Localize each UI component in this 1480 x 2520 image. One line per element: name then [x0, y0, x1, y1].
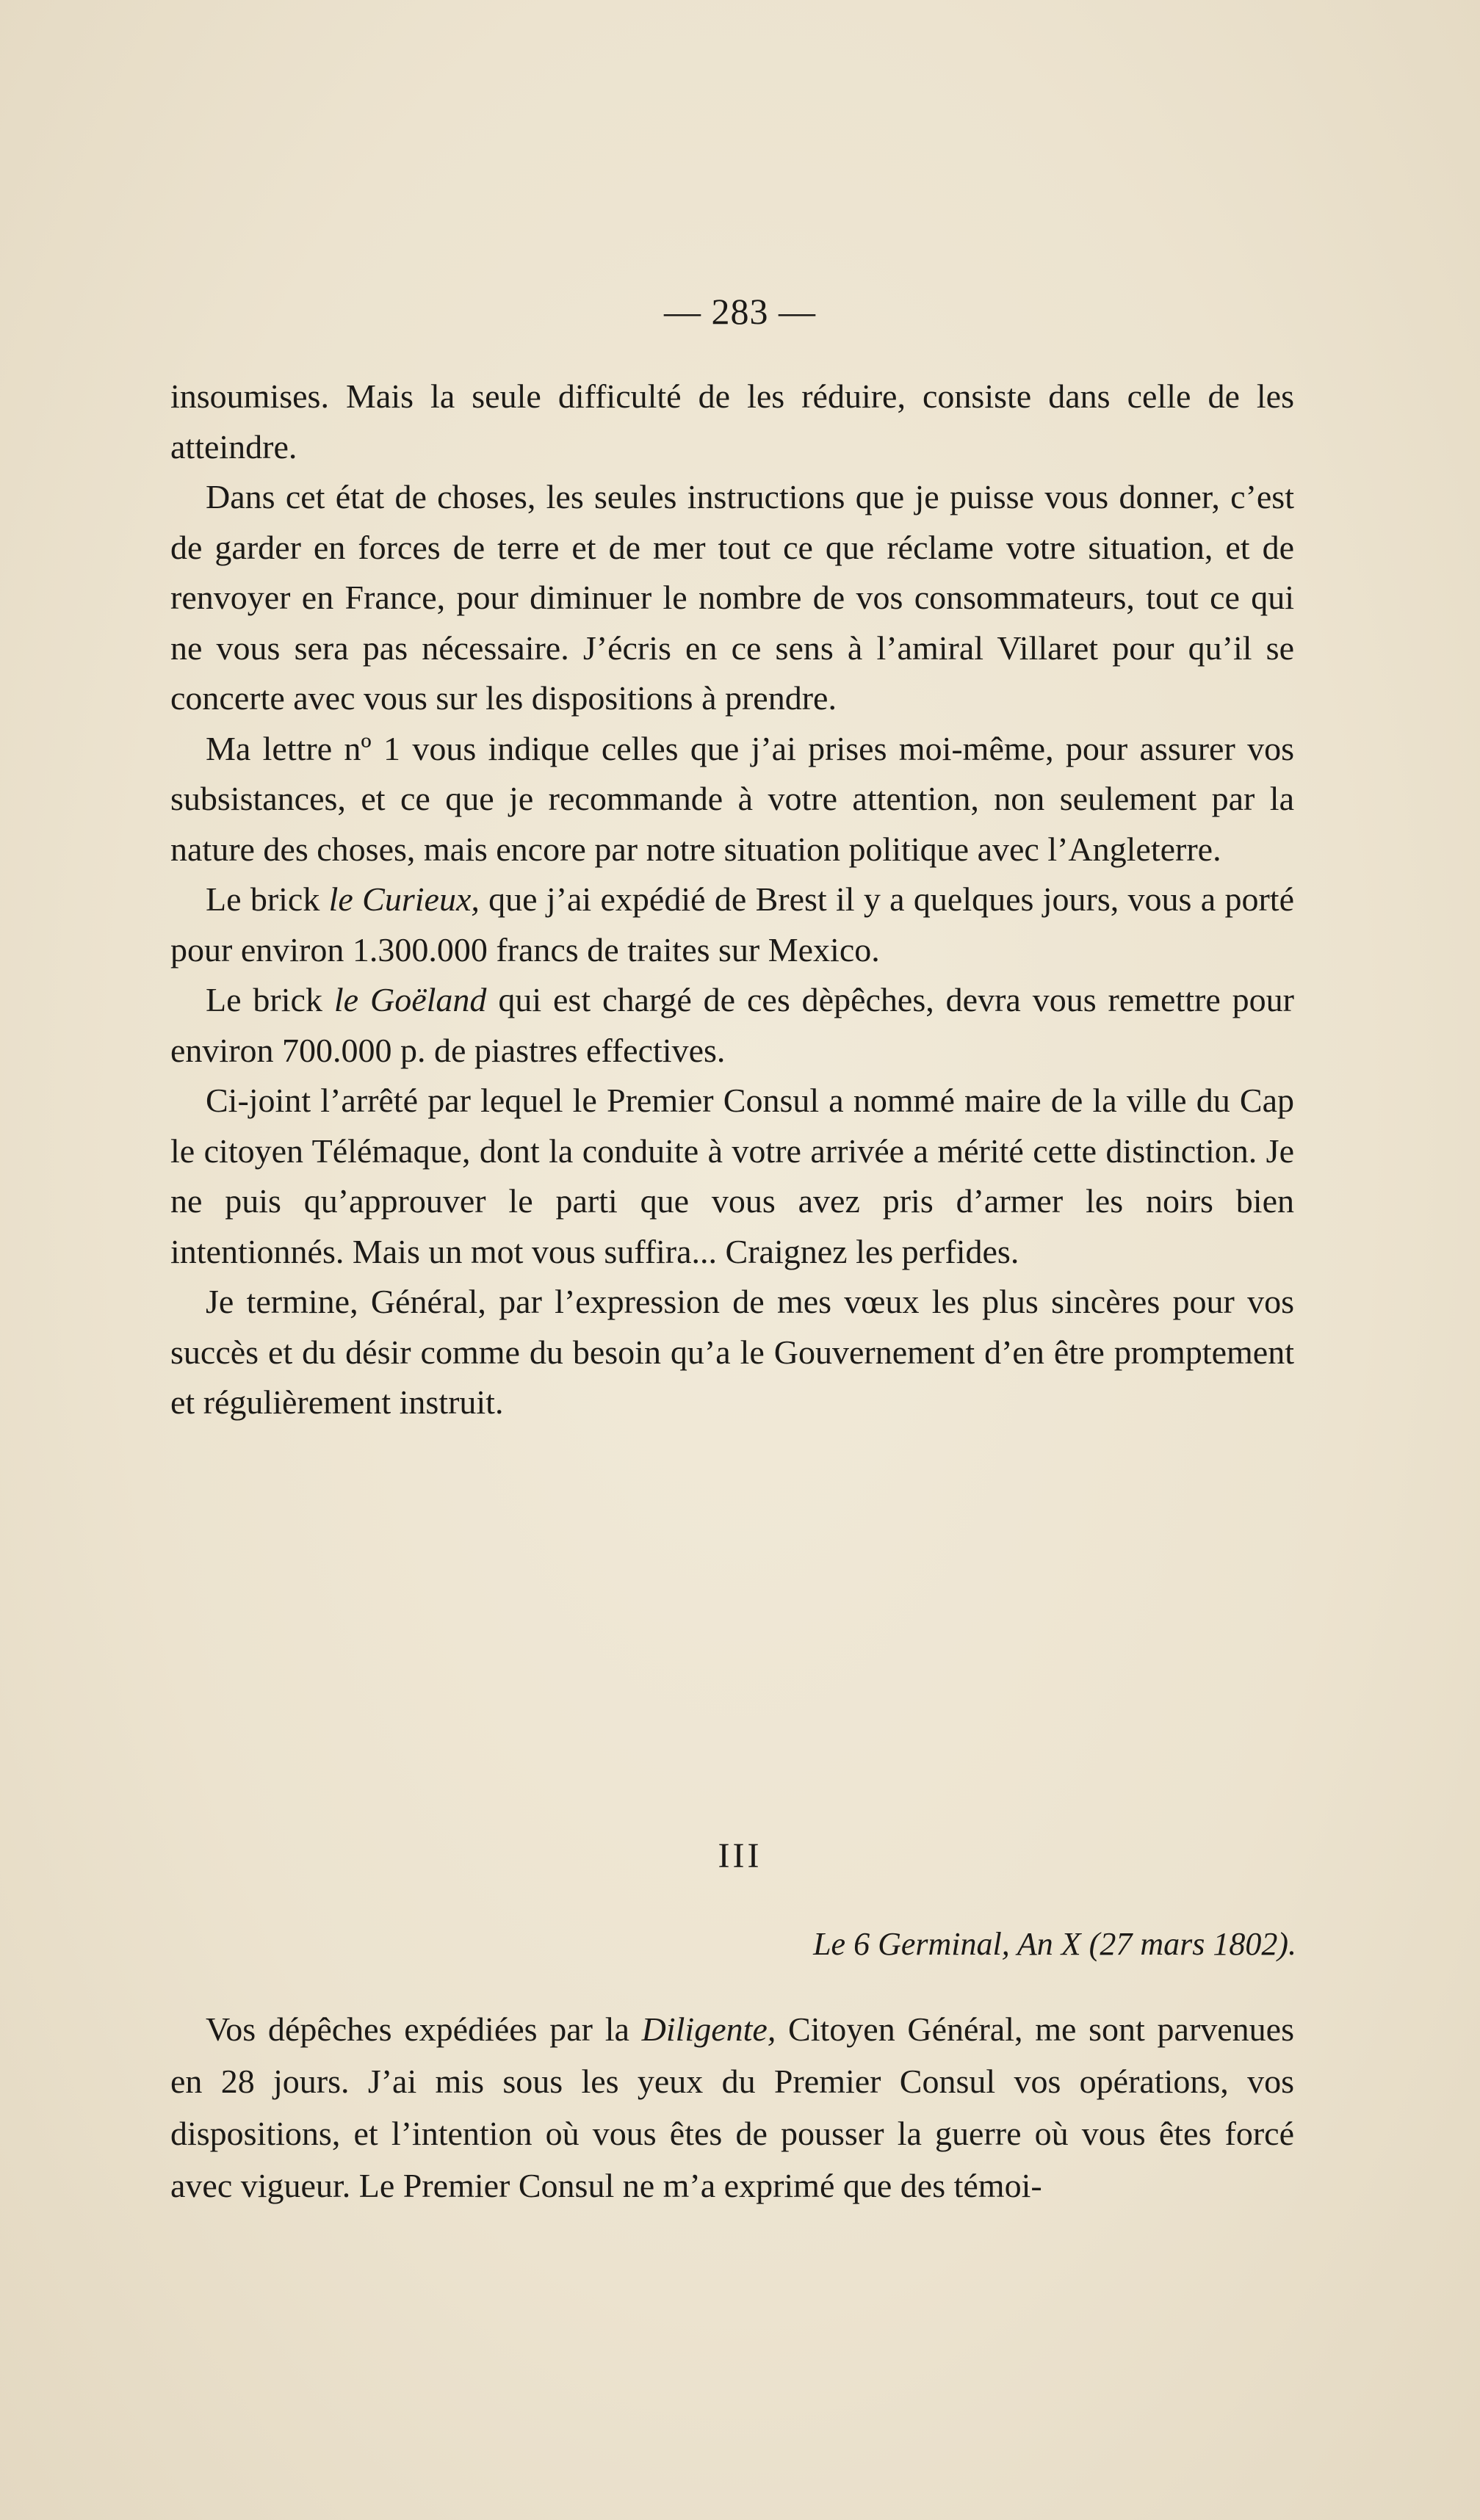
paragraph-brick-curieux: [170, 875, 1294, 975]
paragraph-arrete: Ci-joint l’arrêté par lequel le Premier Consul a nommé maire de la ville du Cap le citoyen Télémaque, dont la conduite à votre arrivée a mérité cette distinction. Je ne puis qu’approuver le parti que vous avez pris d’armer les noirs bien intentionnés. Mais un mot vous suffira... Craignez les perfides.: [170, 1082, 1294, 1270]
text-run: qui est chargé de ces dèpêches, devra vous remettre pour environ 700.000 p. de piastres effectives.: [170, 981, 1294, 1069]
paragraph-brick-goeland: [170, 975, 1294, 1076]
paragraph-closing: Je termine, Général, par l’expression de mes vœux les plus sincères pour vos succès et du désir comme du besoin qu’a le Gouvernement d’en être promptement et régulièrement instruit.: [170, 1283, 1294, 1421]
text-run: Vos dépêches expédiées par la: [206, 2010, 642, 2048]
text-run: que j’ai expédié de Brest il y a quelques jours, vous a porté pour environ 1.300.000 francs de traites sur Mexico.: [170, 880, 1294, 968]
text-run: Le brick: [206, 880, 329, 918]
paragraph-instructions: Dans cet état de choses, les seules instructions que je puisse vous donner, c’est de garder en forces de terre et de mer tout ce que réclame votre situation, et de renvoyer en France, pour diminuer le nombre de vos consommateurs, tout ce qui ne vous sera pas nécessaire. J’écris en ce sens à l’amiral Villaret pour qu’il se concerte avec vous sur les dispositions à prendre.: [170, 478, 1294, 717]
page-number: — 283 —: [664, 291, 816, 332]
section-heading: III: [718, 1836, 762, 1875]
ship-name-curieux: le Curieux,: [328, 880, 480, 918]
paragraph-continuation: insoumises. Mais la seule difficulté de les réduire, consiste dans celle de les atteindre.: [170, 377, 1294, 466]
ship-name-diligente: Diligente,: [641, 2010, 776, 2048]
letter-dateline: Le 6 Germinal, An X (27 mars 1802).: [813, 1926, 1296, 1962]
paragraph-letter-one: Ma lettre nº 1 vous indique celles que j’ai prises moi-même, pour assurer vos subsistances, et ce que je recommande à votre attention, non seulement par la nature des choses, mais encore par notre situation politique avec l’Angleterre.: [170, 729, 1294, 868]
paragraph-letter-opening: [170, 2003, 1294, 2212]
body-text: [170, 372, 1294, 1428]
text-run: Citoyen Général, me sont parvenues en 28 jours. J’ai mis sous les yeux du Premier Consul vos opérations, vos dispositions, et l’intention où vous êtes de pousser la guerre où vous êtes forcé avec vigueur. Le Premier Consul ne m’a exprimé que des témoi-: [170, 2010, 1294, 2204]
ship-name-goeland: le Goëland: [333, 981, 487, 1018]
letter-text: [170, 2003, 1294, 2212]
text-run: Le brick: [206, 981, 334, 1018]
